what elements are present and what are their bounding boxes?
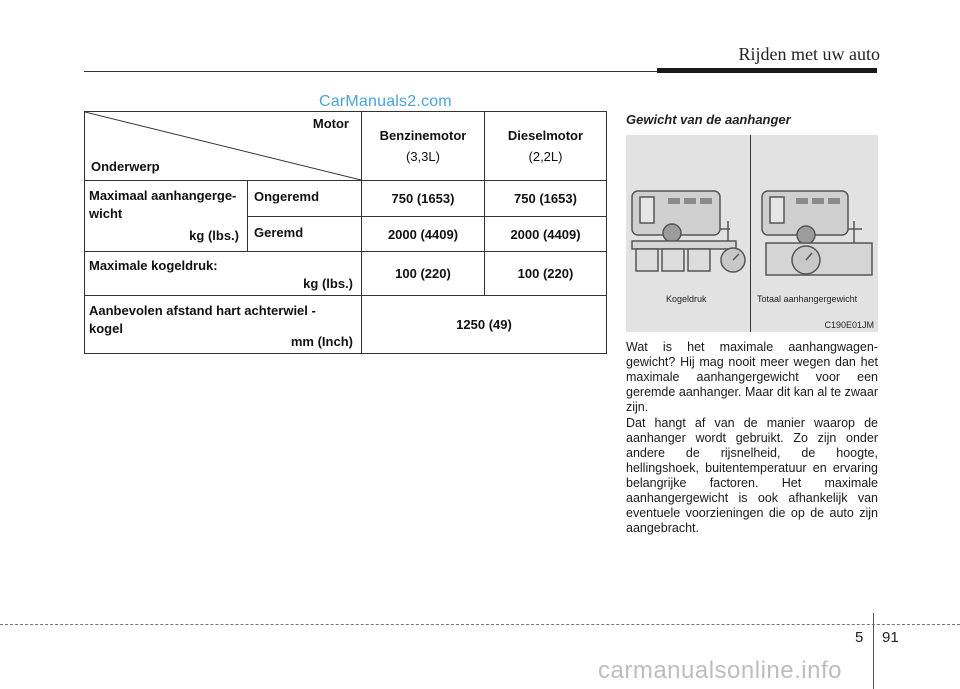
footer-rule (0, 624, 960, 625)
engine-name: Benzinemotor (379, 128, 467, 143)
caption-tongue-weight: Kogeldruk (666, 294, 707, 304)
engine-size: (3,3L) (406, 149, 440, 164)
footer-watermark: carmanualsonline.info (598, 657, 842, 684)
corner-label-motor: Motor (312, 116, 349, 131)
chapter-number: 5 (855, 629, 864, 646)
table-cell: 2000 (4409) (362, 217, 485, 252)
table-cell: 750 (1653) (485, 181, 607, 217)
section-title: Rijden met uw auto (738, 44, 880, 64)
figure-code: C190E01JM (824, 320, 874, 330)
corner-label-subject: Onderwerp (91, 159, 160, 174)
engine-header-petrol (362, 112, 485, 181)
subheading: Gewicht van de aanhanger (626, 112, 791, 127)
sub-label-unbraked: Ongeremd (248, 181, 362, 217)
watermark: CarManuals2.com (319, 93, 452, 110)
engine-name: Dieselmotor (507, 128, 584, 143)
row-label: Maximale kogeldruk: (89, 258, 218, 273)
row-label (89, 302, 316, 338)
trailer-weight-illustration (626, 135, 878, 332)
body-paragraph-1: Wat is het maximale aanhangwagen-gewicht? Hij mag nooit meer wegen dan het maximale aanhangergewicht voor een geremde aanhanger. Maar dit kan al te zwaar zijn. (626, 340, 878, 414)
page-number: 91 (882, 629, 899, 646)
row-label (89, 187, 236, 223)
caption-total-weight: Totaal aanhangergewicht (757, 294, 858, 304)
distance-label-cell (85, 296, 362, 354)
header-rule-accent (657, 68, 877, 73)
table-cell: 100 (220) (485, 252, 607, 296)
row-unit: kg (lbs.) (303, 276, 353, 291)
table-cell: 2000 (4409) (485, 217, 607, 252)
ball-load-label-cell (85, 252, 362, 296)
corner-cell (85, 112, 362, 181)
row-label-line2: wicht (89, 206, 123, 221)
row-unit: kg (lbs.) (189, 228, 239, 243)
body-paragraph-2: Dat hangt af van de manier waarop de aanhanger wordt gebruikt. Zo zijn onder andere de rijsnelheid, de hoogte, hellingshoek, buitentemperatuur en ervaring belangrijke factoren. Het maximale aanhangergewicht is ook afhankelijk van eventuele voorzieningen die op de auto zijn aangebracht. (626, 416, 878, 535)
row-label-line1: Aanbevolen afstand hart achterwiel - (89, 303, 316, 318)
table-row (85, 252, 607, 296)
figure-divider (750, 135, 751, 332)
engine-header-diesel (485, 112, 607, 181)
engine-size: (2,2L) (528, 149, 563, 164)
row-label-line2: kogel (89, 321, 123, 336)
table-header-row (85, 112, 607, 181)
row-unit: mm (Inch) (290, 334, 353, 349)
row-label-line1: Maximaal aanhangerge- (89, 188, 237, 203)
table-cell: 100 (220) (362, 252, 485, 296)
table-cell: 750 (1653) (362, 181, 485, 217)
table-row (85, 181, 607, 217)
trailer-weight-label-cell (85, 181, 248, 252)
table-row (85, 296, 607, 354)
footer-divider (873, 613, 874, 689)
sub-label-braked: Geremd (248, 217, 362, 252)
table-cell: 1250 (49) (362, 296, 607, 354)
trailer-spec-table (84, 111, 607, 354)
